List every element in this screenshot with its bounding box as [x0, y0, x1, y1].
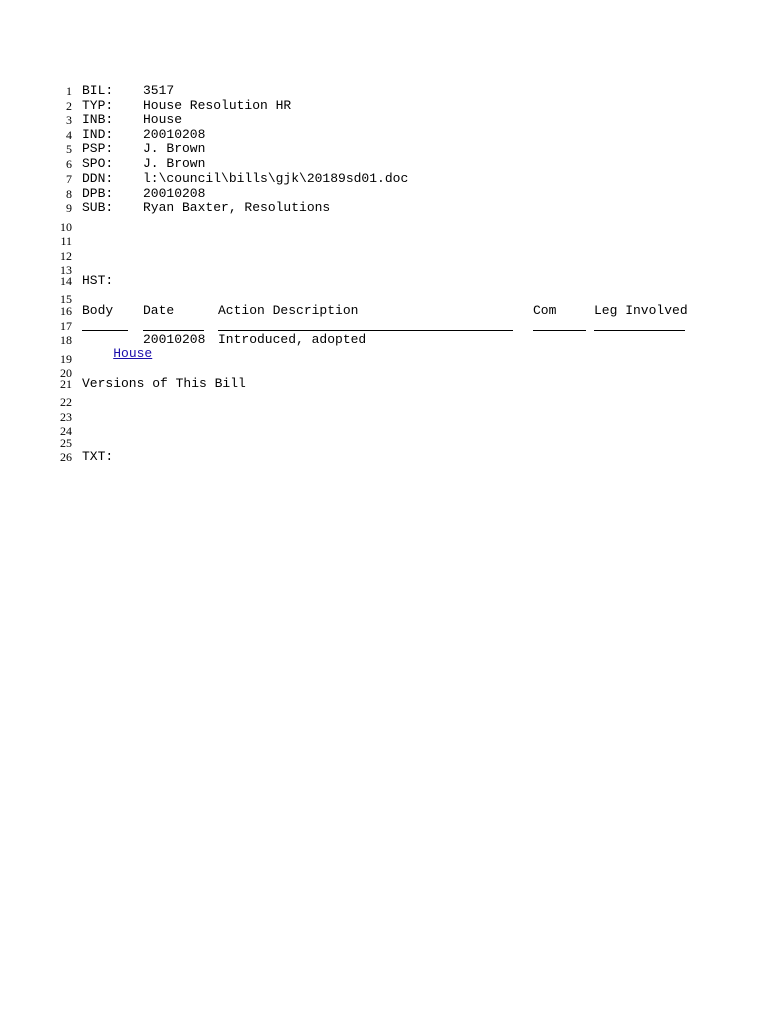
line-number: 18 — [60, 333, 72, 347]
line-number: 23 — [60, 410, 72, 424]
field-value-ddn: l:\council\bills\gjk\20189sd01.doc — [143, 171, 409, 186]
line-number: 13 — [60, 263, 72, 277]
line-number: 15 — [60, 292, 72, 306]
line-number: 21 — [60, 377, 72, 391]
field-key-inb: INB: — [82, 112, 114, 127]
field-value-spo: J. Brown — [143, 156, 206, 171]
line-number: 26 — [60, 450, 72, 464]
line-number: 6 — [66, 157, 72, 171]
line-number: 4 — [66, 128, 72, 142]
history-date: 20010208 — [143, 332, 206, 347]
line-number: 9 — [66, 201, 72, 215]
column-header-date: Date — [143, 303, 175, 318]
column-rule-action — [218, 330, 513, 331]
line-number: 5 — [66, 142, 72, 156]
line-number: 19 — [60, 352, 72, 366]
field-value-sub: Ryan Baxter, Resolutions — [143, 200, 331, 215]
history-action: Introduced, adopted — [218, 332, 367, 347]
field-value-ind: 20010208 — [143, 127, 206, 142]
column-header-action: Action Description — [218, 303, 359, 318]
column-header-body: Body — [82, 303, 114, 318]
field-key-dpb: DPB: — [82, 186, 114, 201]
line-number: 8 — [66, 187, 72, 201]
field-value-psp: J. Brown — [143, 141, 206, 156]
field-key-sub: SUB: — [82, 200, 114, 215]
line-number: 2 — [66, 99, 72, 113]
line-number: 14 — [60, 274, 72, 288]
column-rule-date — [143, 330, 204, 331]
field-value-bil: 3517 — [143, 83, 175, 98]
line-number: 20 — [60, 366, 72, 380]
versions-heading: Versions of This Bill — [82, 376, 246, 391]
field-value-typ: House Resolution HR — [143, 98, 292, 113]
table-row — [82, 333, 152, 375]
line-number: 22 — [60, 395, 72, 409]
line-number: 17 — [60, 319, 72, 333]
field-key-bil: BIL: — [82, 83, 114, 98]
field-key-spo: SPO: — [82, 156, 114, 171]
line-number: 10 — [60, 220, 72, 234]
text-label: TXT: — [82, 449, 114, 464]
field-key-psp: PSP: — [82, 141, 114, 156]
field-key-ind: IND: — [82, 127, 114, 142]
column-header-leg: Leg Involved — [594, 303, 688, 318]
line-number: 3 — [66, 113, 72, 127]
line-number: 25 — [60, 436, 72, 450]
column-rule-body — [82, 330, 128, 331]
line-number: 11 — [60, 234, 72, 248]
column-rule-com — [533, 330, 586, 331]
line-number: 24 — [60, 424, 72, 438]
field-value-dpb: 20010208 — [143, 186, 206, 201]
history-body-link[interactable]: House — [113, 346, 153, 361]
field-key-ddn: DDN: — [82, 171, 114, 186]
history-label: HST: — [82, 273, 114, 288]
line-number: 1 — [66, 84, 72, 98]
line-number: 16 — [60, 304, 72, 318]
field-key-typ: TYP: — [82, 98, 114, 113]
line-number: 7 — [66, 172, 72, 186]
field-value-inb: House — [143, 112, 183, 127]
line-number: 12 — [60, 249, 72, 263]
column-header-com: Com — [533, 303, 557, 318]
column-rule-leg — [594, 330, 685, 331]
